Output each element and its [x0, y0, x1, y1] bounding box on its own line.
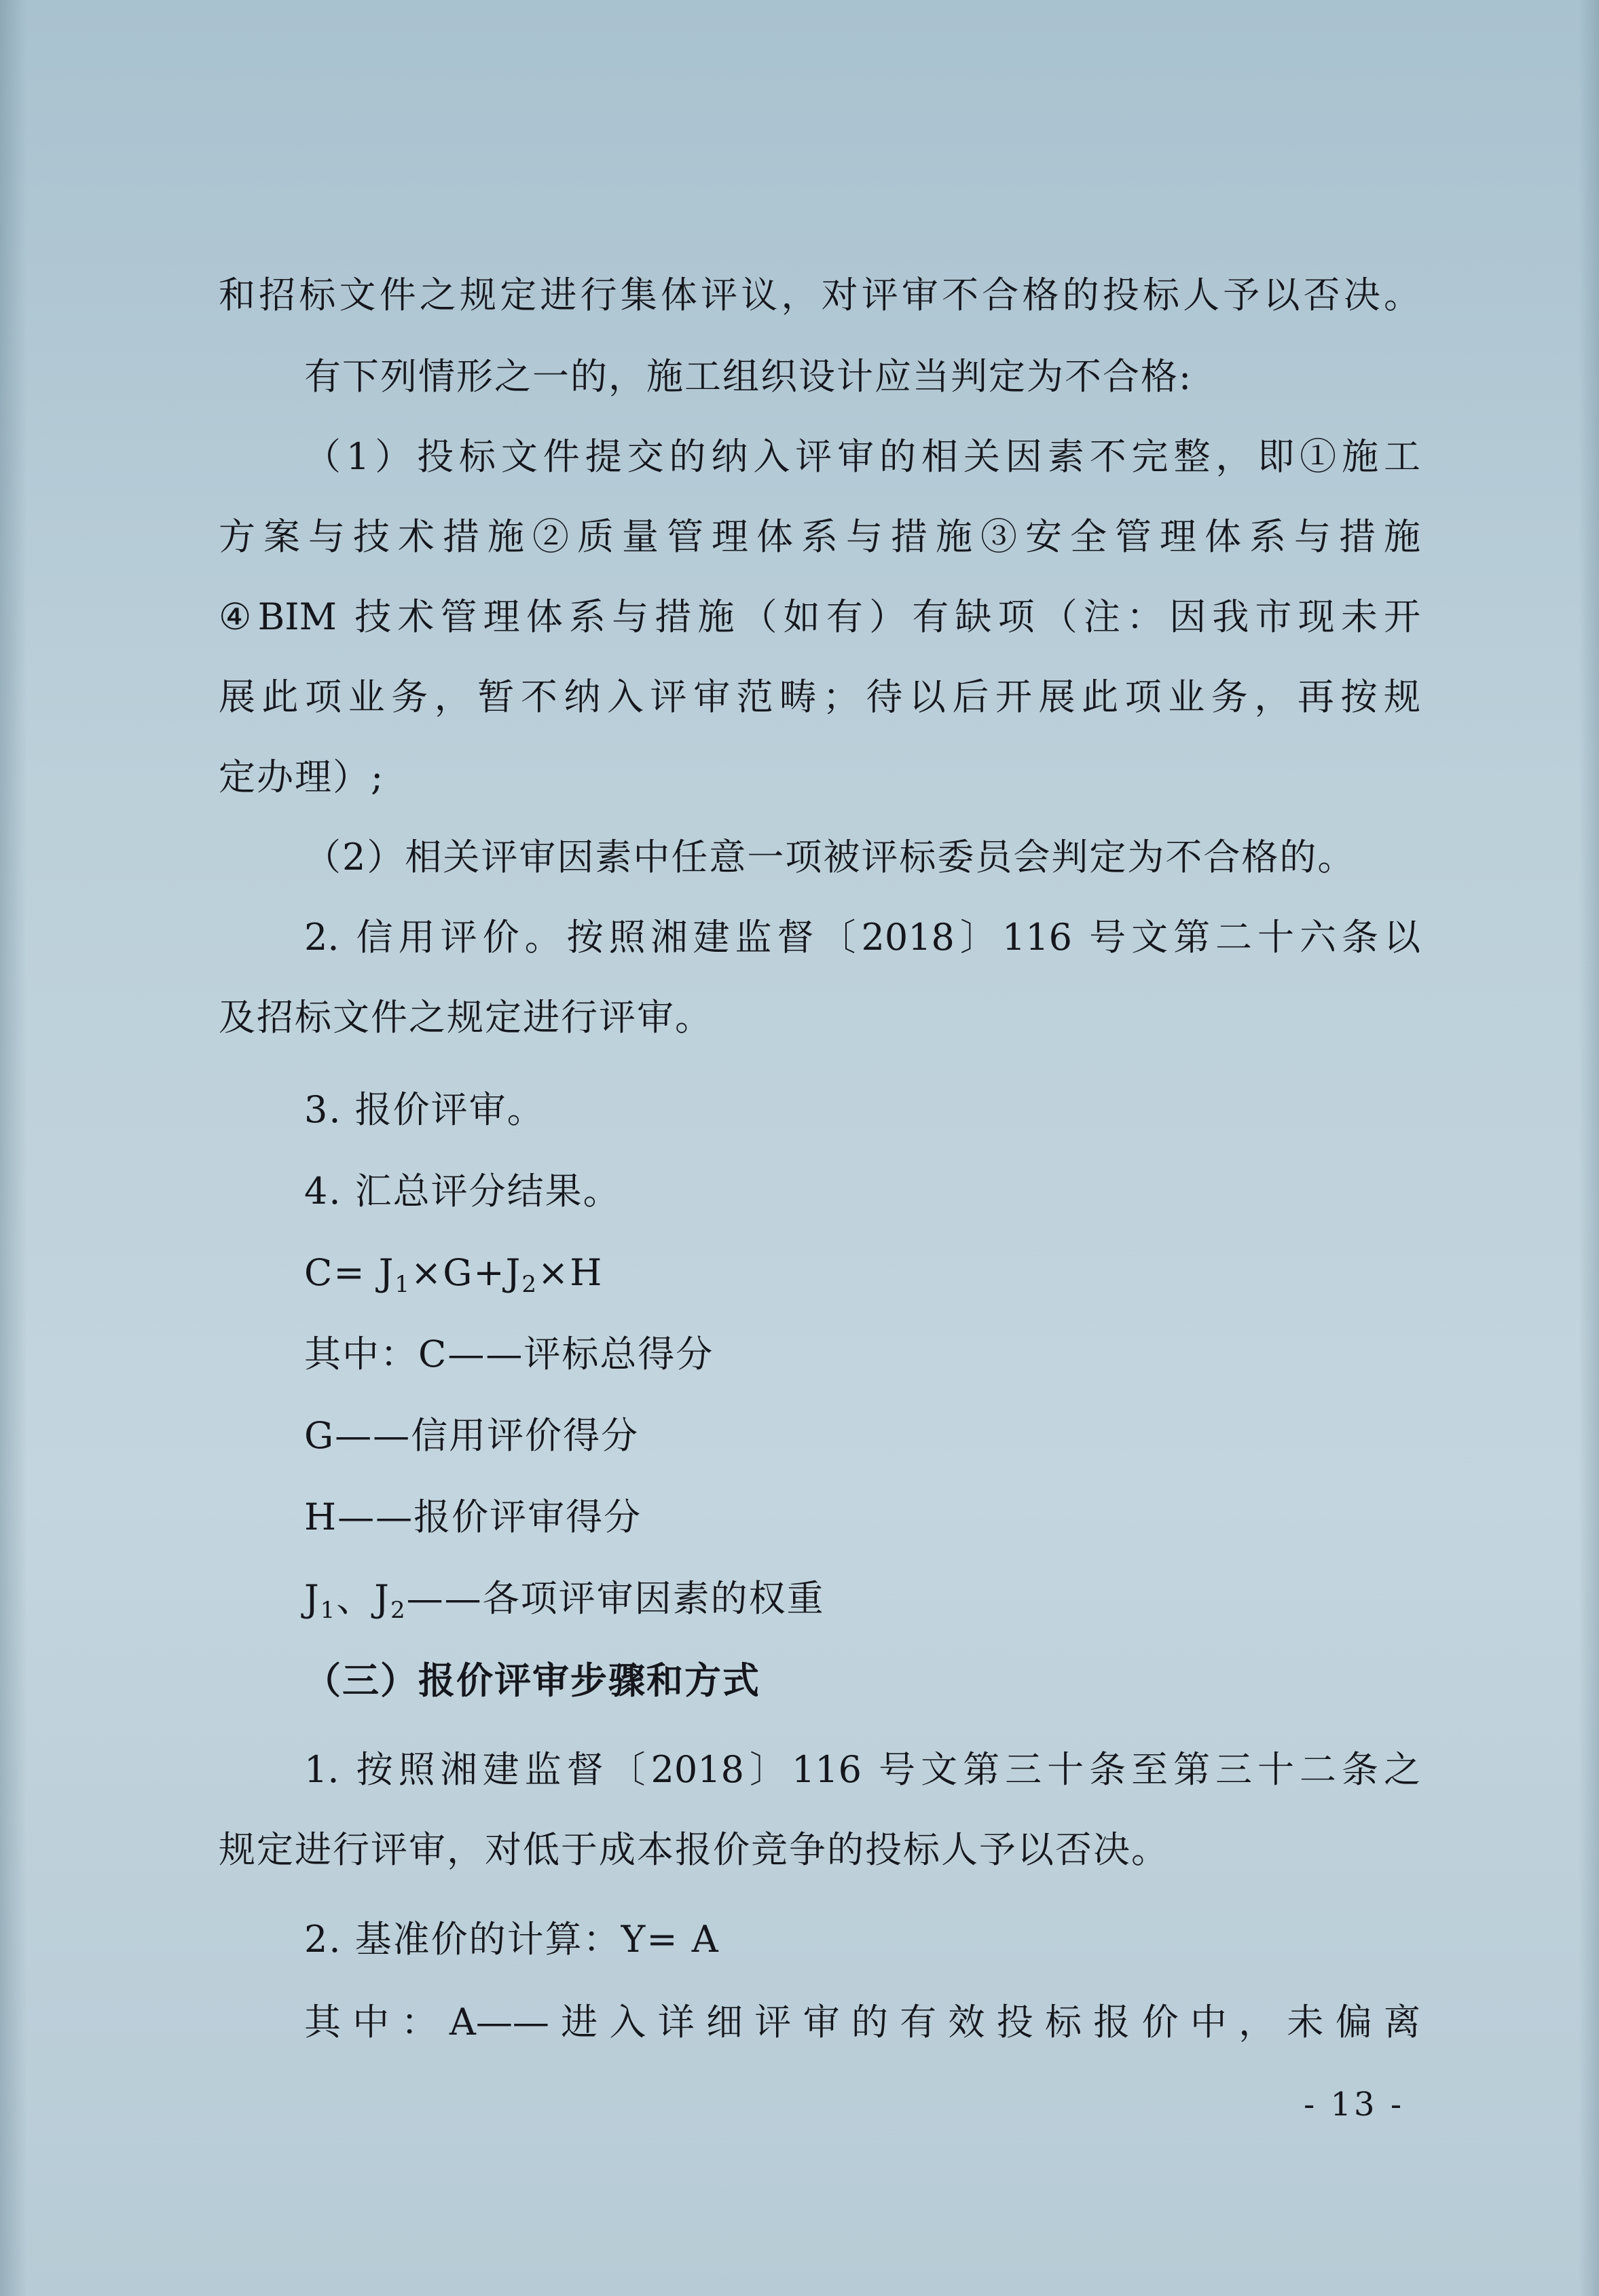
body-line: 1. 按照湘建监督〔2018〕116 号文第三十条至第三十二条之 [304, 1748, 1420, 1791]
formula-part: ——各项评审因素的权重 [406, 1577, 825, 1620]
body-line: （2）相关评审因素中任意一项被评标委员会判定为不合格的。 [304, 836, 1356, 878]
body-line: 规定进行评审，对低于成本报价竞争的投标人予以否决。 [219, 1828, 1169, 1871]
formula-part: ×H [537, 1251, 604, 1294]
formula-subscript: 2 [521, 1271, 538, 1298]
body-line: 方案与技术措施②质量管理体系与措施③安全管理体系与措施 [219, 515, 1420, 558]
body-line: 3. 报价评审。 [304, 1088, 545, 1131]
body-line: 2. 基准价的计算：Y= A [304, 1918, 720, 1961]
formula-part: C= J [304, 1251, 395, 1294]
formula-part: ×G+J [411, 1251, 522, 1294]
formula-part: 、J [336, 1577, 390, 1620]
page-number: - 13 - [1304, 2086, 1405, 2124]
weights-definition [304, 1575, 825, 1623]
body-line: 2. 信用评价。按照湘建监督〔2018〕116 号文第二十六条以 [304, 916, 1420, 959]
formula-subscript: 1 [394, 1271, 411, 1298]
formula-part: J [304, 1577, 320, 1620]
body-line: G——信用评价得分 [304, 1414, 640, 1457]
body-line: 4. 汇总评分结果。 [304, 1170, 621, 1212]
body-line: 其中：A——进入详细评审的有效投标报价中，未偏离 [304, 2001, 1420, 2043]
body-line: （1）投标文件提交的纳入评审的相关因素不完整，即①施工 [304, 435, 1420, 478]
body-line: ④BIM 技术管理体系与措施（如有）有缺项（注：因我市现未开 [219, 595, 1420, 638]
body-line: H——报价评审得分 [304, 1496, 642, 1538]
body-line: 展此项业务，暂不纳入评审范畴；待以后开展此项业务，再按规 [219, 675, 1420, 718]
score-formula [304, 1249, 603, 1297]
formula-subscript: 2 [390, 1597, 407, 1624]
body-line: 定办理）; [219, 756, 385, 798]
body-line: 和招标文件之规定进行集体评议，对评审不合格的投标人予以否决。 [219, 274, 1420, 316]
body-line: 有下列情形之一的，施工组织设计应当判定为不合格: [304, 355, 1193, 398]
body-line: 其中：C——评标总得分 [304, 1333, 714, 1375]
section-heading: （三）报价评审步骤和方式 [304, 1659, 760, 1702]
body-line: 及招标文件之规定进行评审。 [219, 996, 713, 1039]
formula-subscript: 1 [320, 1597, 337, 1624]
